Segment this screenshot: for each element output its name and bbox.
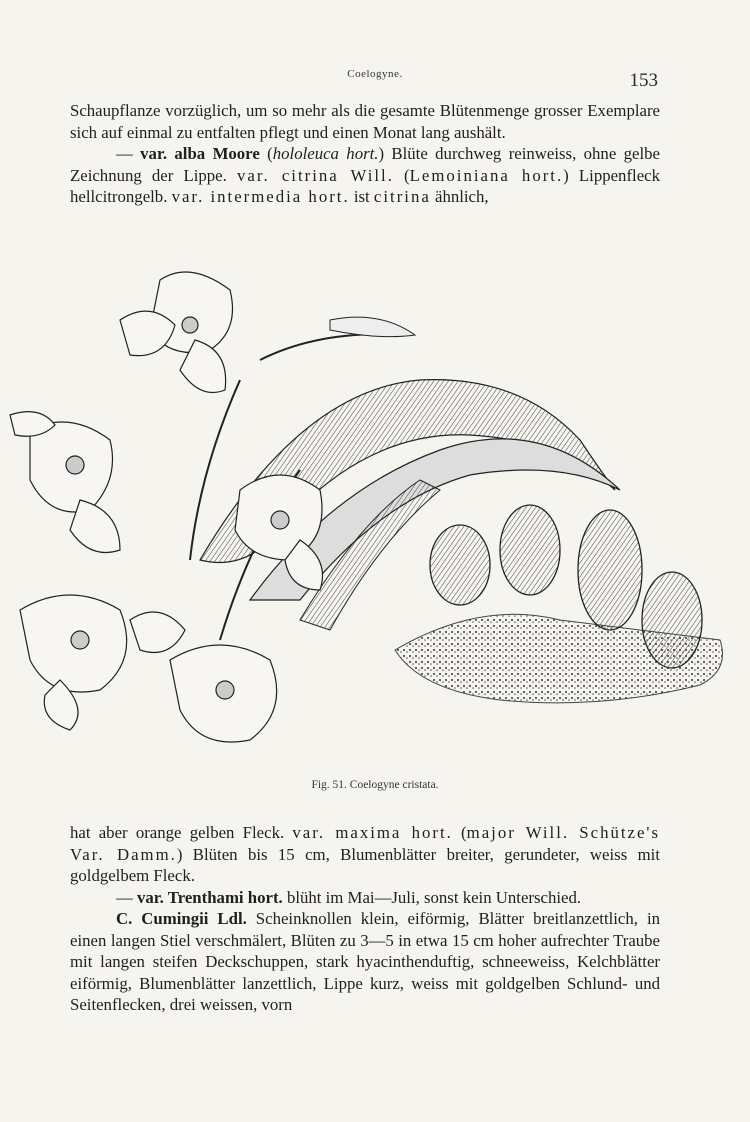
bottom-text-block: [70, 822, 660, 1016]
flower-stem: [260, 334, 400, 360]
synonym-major: major Will. Schütze's Var. Damm.: [70, 823, 660, 864]
figure-caption: Fig. 51. Coelogyne cristata.: [311, 779, 439, 791]
pseudobulb: [642, 572, 702, 668]
text-fragment: ähnlich,: [430, 187, 489, 206]
pseudobulb: [500, 505, 560, 595]
coelogyne-drawing: [0, 240, 750, 800]
pseudobulb: [430, 525, 490, 605]
bud: [330, 317, 415, 337]
text-fragment: ) Lippenfleck hellcitrongelb.: [70, 165, 660, 206]
paragraph-continuation: Schaupflanze vorzüglich, um so mehr als die gesamte Blütenmenge grosser Exemplare sich auf einmal zu entfalten pflegt und einen Monat lang aushält.: [70, 101, 660, 142]
variety-label-alba: var. alba Moore: [140, 144, 260, 163]
synonym-hololeuca: hololeuca hort.: [272, 144, 379, 163]
orchid-flower: [10, 412, 120, 553]
orchid-flower: [120, 272, 233, 393]
pseudobulb: [578, 510, 642, 630]
paragraph-var-alba: [70, 143, 660, 208]
orchid-flower: [20, 595, 127, 730]
orchid-flower: [130, 612, 277, 742]
text-fragment: blüht im Mai—Juli, sonst kein Unterschied.: [282, 887, 582, 907]
text-fragment: ) Blüten bis 15 cm, Blumenblätter breiter, gerundeter, weiss mit goldgelbem Fleck.: [70, 844, 660, 885]
em-dash: —: [116, 144, 141, 163]
text-fragment: ) Blüte durchweg reinweiss, ohne gelbe Zeichnung der Lippe.: [70, 144, 660, 185]
text-fragment: ist: [349, 187, 374, 206]
variety-label-intermedia: var. intermedia hort.: [171, 187, 350, 206]
citrina-reference: citrina: [373, 187, 431, 206]
top-text-block: [70, 100, 660, 208]
paragraph-c-cumingii: [70, 908, 660, 1016]
text-fragment: (: [393, 165, 410, 185]
paragraph-var-maxima: [70, 822, 660, 887]
variety-label-citrina: var. citrina Will.: [236, 165, 394, 185]
variety-label-trenthami: var. Trenthami hort.: [136, 887, 283, 907]
text-fragment: Scheinknollen klein, eiförmig, Blätter breitlanzettlich, in einen langen Stiel verschmälert, Blüten zu 3—5 in etwa 15 cm hoher aufrechter Traube mit langen steifen Deckschuppen, stark hyacinthenduftig, schneeweiss, Kelchblätter eiförmig, Blumenblätter lanzettlich, Lippe kurz, weiss mit goldgelben Schlund- und Seitenflecken, drei weissen, vorn: [70, 909, 660, 1014]
orchid-illustration: [0, 240, 750, 800]
em-dash: —: [116, 887, 137, 907]
species-label-cumingii: C. Cumingii Ldl.: [116, 909, 247, 928]
text-fragment: hat aber orange gelben Fleck.: [70, 823, 293, 842]
text-fragment: (: [452, 823, 467, 842]
running-title: Coelogyne.: [347, 68, 403, 80]
variety-label-maxima: var. maxima hort.: [292, 823, 453, 842]
page-number: 153: [629, 70, 658, 91]
text-fragment: (: [259, 144, 273, 163]
synonym-lemoiniana: Lemoiniana hort.: [409, 165, 564, 185]
paragraph-var-trenthami: [70, 887, 660, 909]
